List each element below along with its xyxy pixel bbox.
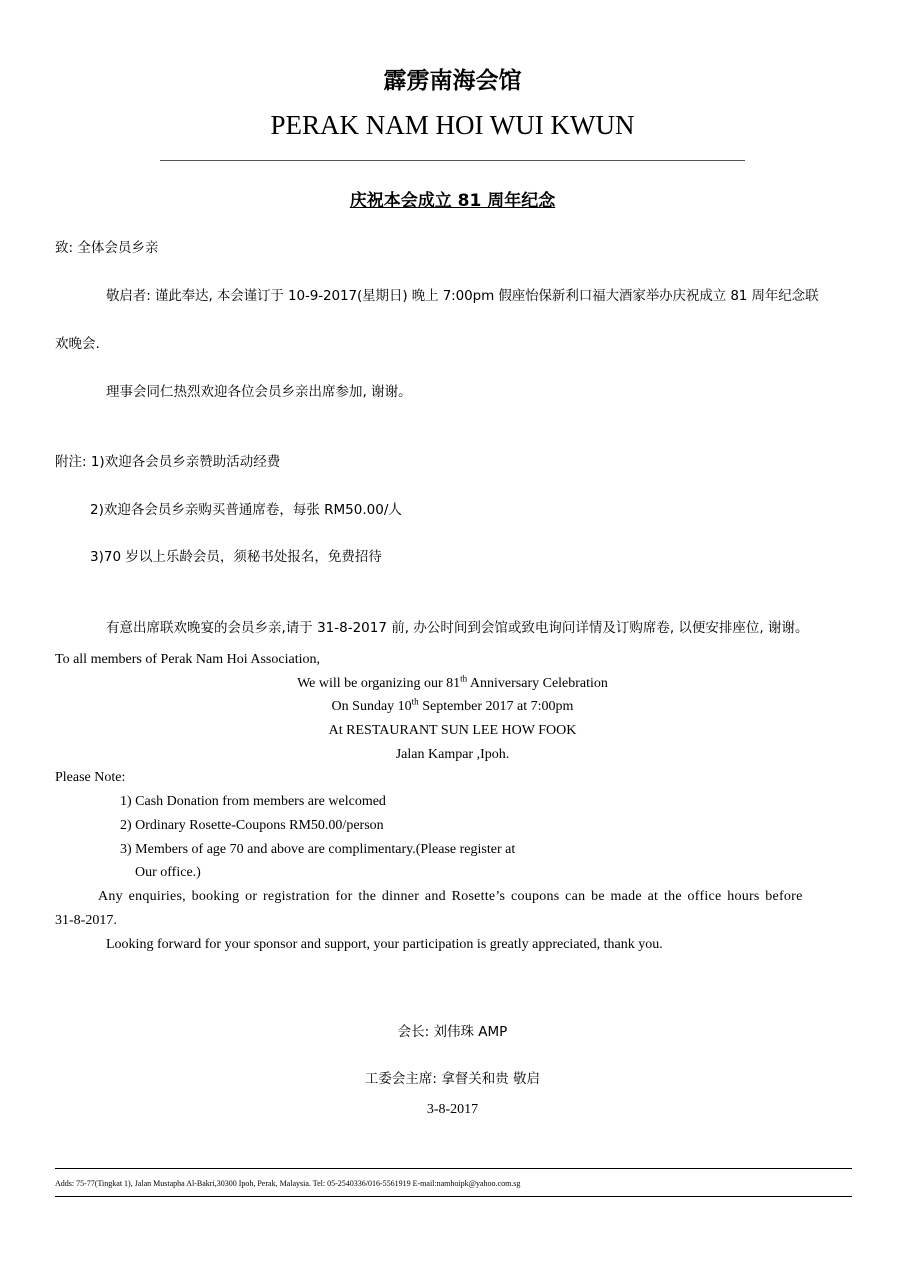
committee-chairman: 工委会主席: 拿督关和贵 敬启 [364,1071,541,1087]
letter-date: 3-8-2017 [426,1102,479,1117]
president-signature: 会长: 刘伟珠 AMP [397,1024,508,1040]
event-line-1: We will be organizing our 81th Anniversary Celebration [297,673,608,691]
please-note-label: Please Note: [55,770,126,785]
paragraph-2: 理事会同仁热烈欢迎各位会员乡亲出席参加, 谢谢。 [106,384,412,400]
header-divider [160,160,745,161]
note-english-3-cont: Our office.) [135,865,201,880]
note-chinese-1: 附注: 1)欢迎各会员乡亲赞助活动经费 [55,454,281,470]
footer-rule-top [55,1168,852,1169]
note-english-2: 2) Ordinary Rosette-Coupons RM50.00/person [120,818,384,833]
event-line-2: On Sunday 10th September 2017 at 7:00pm [331,696,574,714]
enquiry-line-2: 31-8-2017. [55,913,117,928]
salutation-chinese: 致: 全体会员乡亲 [55,240,159,256]
event-location: Jalan Kampar ,Ipoh. [395,747,510,762]
note-chinese-3: 3)70 岁以上乐龄会员，须秘书处报名，免费招待 [90,549,382,565]
enquiry-line-1: Any enquiries, booking or registration for the dinner and Rosette’s coupons can be made at the office hours before [98,889,803,904]
salutation-english: To all members of Perak Nam Hoi Association, [55,652,320,667]
title-chinese: 霹雳南海会馆 [383,68,522,94]
paragraph-1-line-2: 欢晚会. [55,336,100,352]
event-venue: At RESTAURANT SUN LEE HOW FOOK [328,723,577,738]
note-english-1: 1) Cash Donation from members are welcomed [120,794,386,809]
note-english-3: 3) Members of age 70 and above are complimentary.(Please register at [120,842,516,857]
closing-line: Looking forward for your sponsor and support, your participation is greatly appreciated, thank you. [106,937,663,952]
anniversary-heading: 庆祝本会成立 81 周年纪念 [349,191,556,211]
title-english: PERAK NAM HOI WUI KWUN [270,110,635,140]
paragraph-3: 有意出席联欢晚宴的会员乡亲,请于 31-8-2017 前, 办公时间到会馆或致电询问详情及订购席卷, 以便安排座位, 谢谢。 [106,620,809,636]
footer-rule-bottom [55,1196,852,1197]
paragraph-1-line-1: 敬启者: 谨此奉达, 本会谨订于 10-9-2017(星期日) 晚上 7:00pm 假座怡保新利口福大酒家举办庆祝成立 81 周年纪念联 [106,288,819,304]
note-chinese-2: 2)欢迎各会员乡亲购买普通席卷，每张 RM50.00/人 [90,502,402,518]
footer-address: Adds: 75-77(Tingkat 1), Jalan Mustapha Al-Bakri,30300 Ipoh, Perak, Malaysia. Tel: 05-2540336/016-5561919 E-mail:namhoipk@yahoo.com.sg [55,1179,521,1188]
